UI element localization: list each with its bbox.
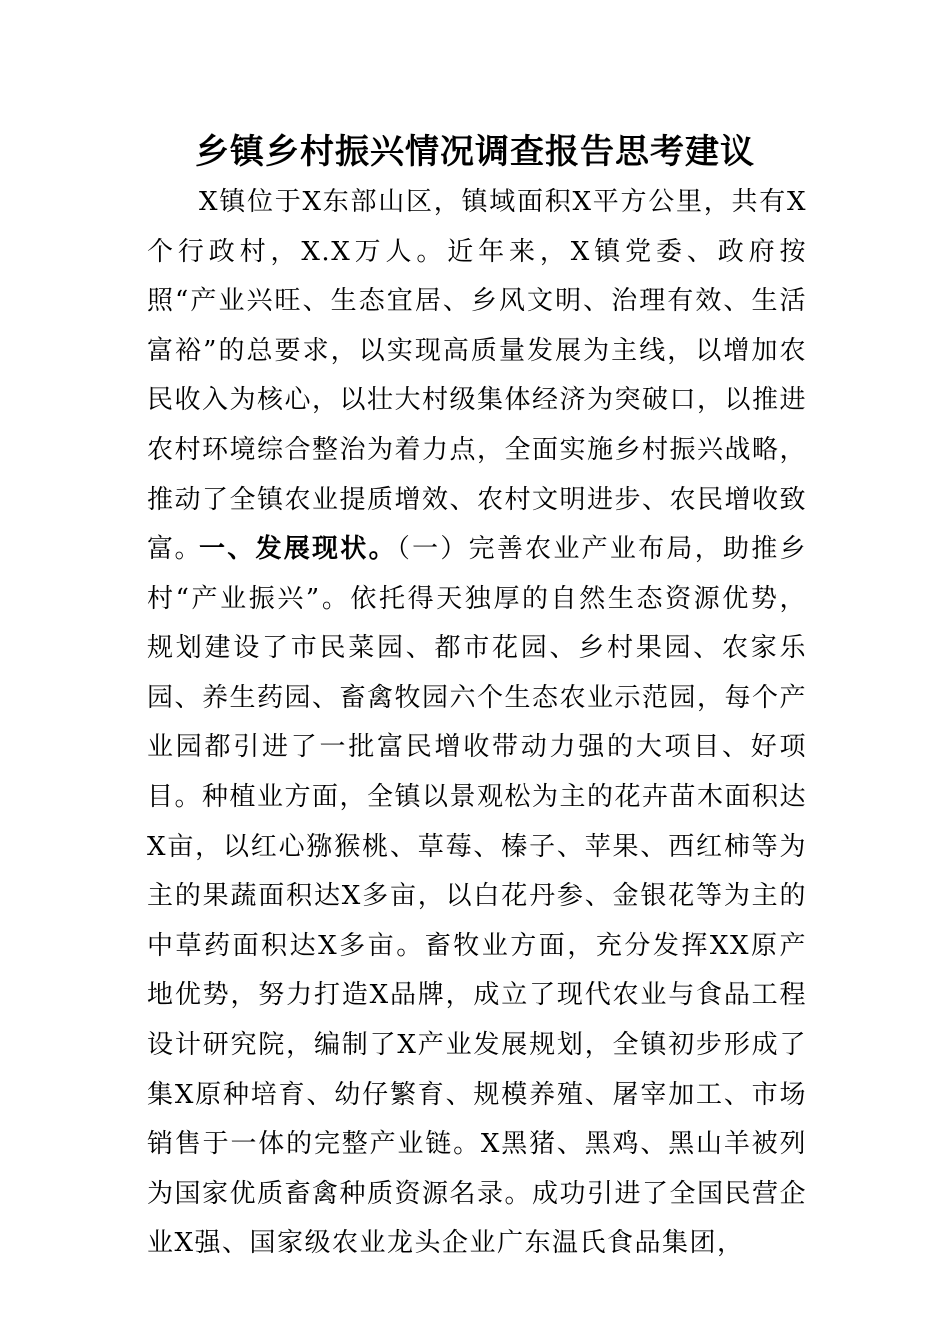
intro-paragraph	[147, 178, 807, 575]
section-heading: 一、发展现状。	[199, 534, 397, 564]
section-paragraph-text: （一）完善农业产业布局，助推乡村“产业振兴”。依托得天独厚的自然生态资源优势，规划建设了市民菜园、都市花园、乡村果园、农家乐园、养生药园、畜禽牧园六个生态农业示范园，每个产业园都引进了一批富民增收带动力强的大项目、好项目。种植业方面，全镇以景观松为主的花卉苗木面积达X亩，以红心猕猴桃、草莓、榛子、苹果、西红柿等为主的果蔬面积达X多亩，以白花丹参、金银花等为主的中草药面积达X多亩。畜牧业方面，充分发挥XX原产地优势，努力打造X品牌，成立了现代农业与食品工程设计研究院，编制了X产业发展规划，全镇初步形成了集X原种培育、幼仔繁育、规模养殖、屠宰加工、市场销售于一体的完整产业链。X黑猪、黑鸡、黑山羊被列为国家优质畜禽种质资源名录。成功引进了全国民营企业X强、国家级农业龙头企业广东温氏食品集团，	[147, 534, 808, 1259]
document-title: 乡镇乡村振兴情况调查报告思考建议	[195, 132, 755, 172]
intro-paragraph-text: X镇位于X东部山区，镇域面积X平方公里，共有X个行政村，X.X万人。近年来，X镇党委、政府按照“产业兴旺、生态宜居、乡风文明、治理有效、生活富裕”的总要求，以实现高质量发展为主线，以增加农民收入为核心，以壮大村级集体经济为突破口，以推进农村环境综合整治为着力点，全面实施乡村振兴战略，推动了全镇农业提质增效、农村文明进步、农民增收致富。	[147, 187, 808, 565]
section-paragraph	[147, 525, 807, 1269]
